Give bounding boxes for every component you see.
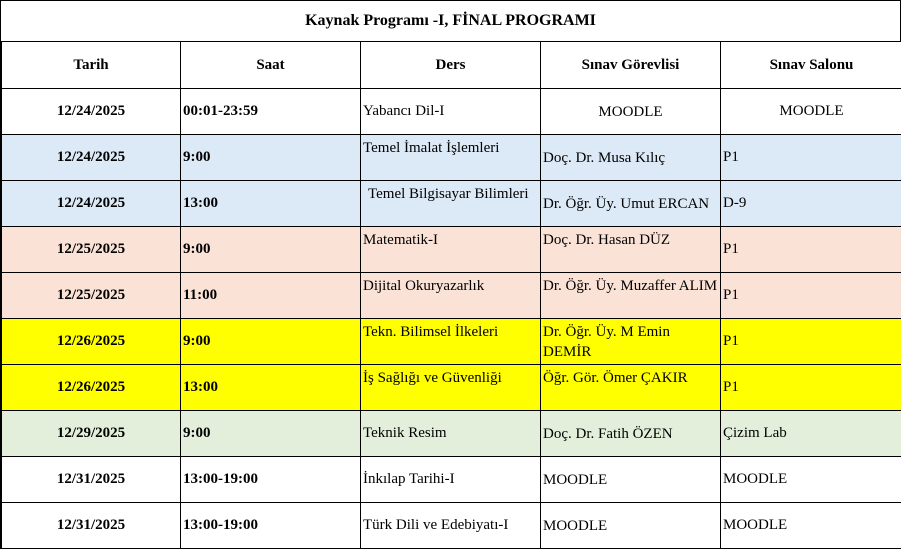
cell-room: P1 bbox=[721, 227, 901, 273]
cell-date: 12/25/2025 bbox=[2, 227, 181, 273]
table-row bbox=[2, 181, 901, 227]
table-row bbox=[2, 273, 901, 319]
cell-room: MOODLE bbox=[721, 89, 901, 135]
header-row bbox=[2, 42, 901, 89]
cell-course: Temel İmalat İşlemleri bbox=[361, 135, 541, 181]
cell-date: 12/24/2025 bbox=[2, 135, 181, 181]
exam-schedule-table bbox=[1, 41, 901, 549]
cell-room: MOODLE bbox=[721, 503, 901, 549]
table-row bbox=[2, 457, 901, 503]
cell-date: 12/26/2025 bbox=[2, 319, 181, 365]
cell-date: 12/24/2025 bbox=[2, 89, 181, 135]
header-room: Sınav Salonu bbox=[721, 42, 901, 89]
header-time: Saat bbox=[181, 42, 361, 89]
table-row bbox=[2, 89, 901, 135]
cell-staff: Dr. Öğr. Üy. Muzaffer ALIM bbox=[541, 273, 721, 319]
table-row bbox=[2, 503, 901, 549]
cell-course: Temel Bilgisayar Bilimleri bbox=[361, 181, 541, 227]
cell-time: 13:00 bbox=[181, 181, 361, 227]
cell-staff: Doç. Dr. Hasan DÜZ bbox=[541, 227, 721, 273]
cell-time: 9:00 bbox=[181, 227, 361, 273]
cell-room: P1 bbox=[721, 365, 901, 411]
cell-course: Yabancı Dil-I bbox=[361, 89, 541, 135]
cell-staff: Doç. Dr. Musa Kılıç bbox=[541, 135, 721, 181]
table-row bbox=[2, 365, 901, 411]
cell-course: Matematik-I bbox=[361, 227, 541, 273]
cell-date: 12/25/2025 bbox=[2, 273, 181, 319]
header-staff: Sınav Görevlisi bbox=[541, 42, 721, 89]
cell-room: MOODLE bbox=[721, 457, 901, 503]
cell-staff: MOODLE bbox=[541, 457, 721, 503]
cell-staff: MOODLE bbox=[541, 503, 721, 549]
cell-staff: Dr. Öğr. Üy. Umut ERCAN bbox=[541, 181, 721, 227]
cell-date: 12/29/2025 bbox=[2, 411, 181, 457]
cell-room: P1 bbox=[721, 319, 901, 365]
header-date: Tarih bbox=[2, 42, 181, 89]
cell-course: İnkılap Tarihi-I bbox=[361, 457, 541, 503]
header-course: Ders bbox=[361, 42, 541, 89]
cell-room: P1 bbox=[721, 135, 901, 181]
cell-time: 9:00 bbox=[181, 411, 361, 457]
table-row bbox=[2, 135, 901, 181]
table-row bbox=[2, 411, 901, 457]
cell-course: Dijital Okuryazarlık bbox=[361, 273, 541, 319]
cell-room: D-9 bbox=[721, 181, 901, 227]
cell-room: Çizim Lab bbox=[721, 411, 901, 457]
cell-time: 00:01-23:59 bbox=[181, 89, 361, 135]
table-row bbox=[2, 227, 901, 273]
schedule-title: Kaynak Programı -I, FİNAL PROGRAMI bbox=[1, 0, 901, 41]
cell-date: 12/26/2025 bbox=[2, 365, 181, 411]
table-row bbox=[2, 319, 901, 365]
cell-room: P1 bbox=[721, 273, 901, 319]
cell-course: İş Sağlığı ve Güvenliği bbox=[361, 365, 541, 411]
cell-time: 13:00-19:00 bbox=[181, 503, 361, 549]
cell-time: 11:00 bbox=[181, 273, 361, 319]
cell-date: 12/31/2025 bbox=[2, 503, 181, 549]
cell-time: 13:00-19:00 bbox=[181, 457, 361, 503]
cell-date: 12/24/2025 bbox=[2, 181, 181, 227]
cell-time: 13:00 bbox=[181, 365, 361, 411]
cell-date: 12/31/2025 bbox=[2, 457, 181, 503]
cell-staff: Öğr. Gör. Ömer ÇAKIR bbox=[541, 365, 721, 411]
cell-staff: Dr. Öğr. Üy. M Emin DEMİR bbox=[541, 319, 721, 365]
cell-course: Teknik Resim bbox=[361, 411, 541, 457]
cell-time: 9:00 bbox=[181, 319, 361, 365]
cell-course: Türk Dili ve Edebiyatı-I bbox=[361, 503, 541, 549]
cell-staff: MOODLE bbox=[541, 89, 721, 135]
cell-course: Tekn. Bilimsel İlkeleri bbox=[361, 319, 541, 365]
cell-time: 9:00 bbox=[181, 135, 361, 181]
cell-staff: Doç. Dr. Fatih ÖZEN bbox=[541, 411, 721, 457]
